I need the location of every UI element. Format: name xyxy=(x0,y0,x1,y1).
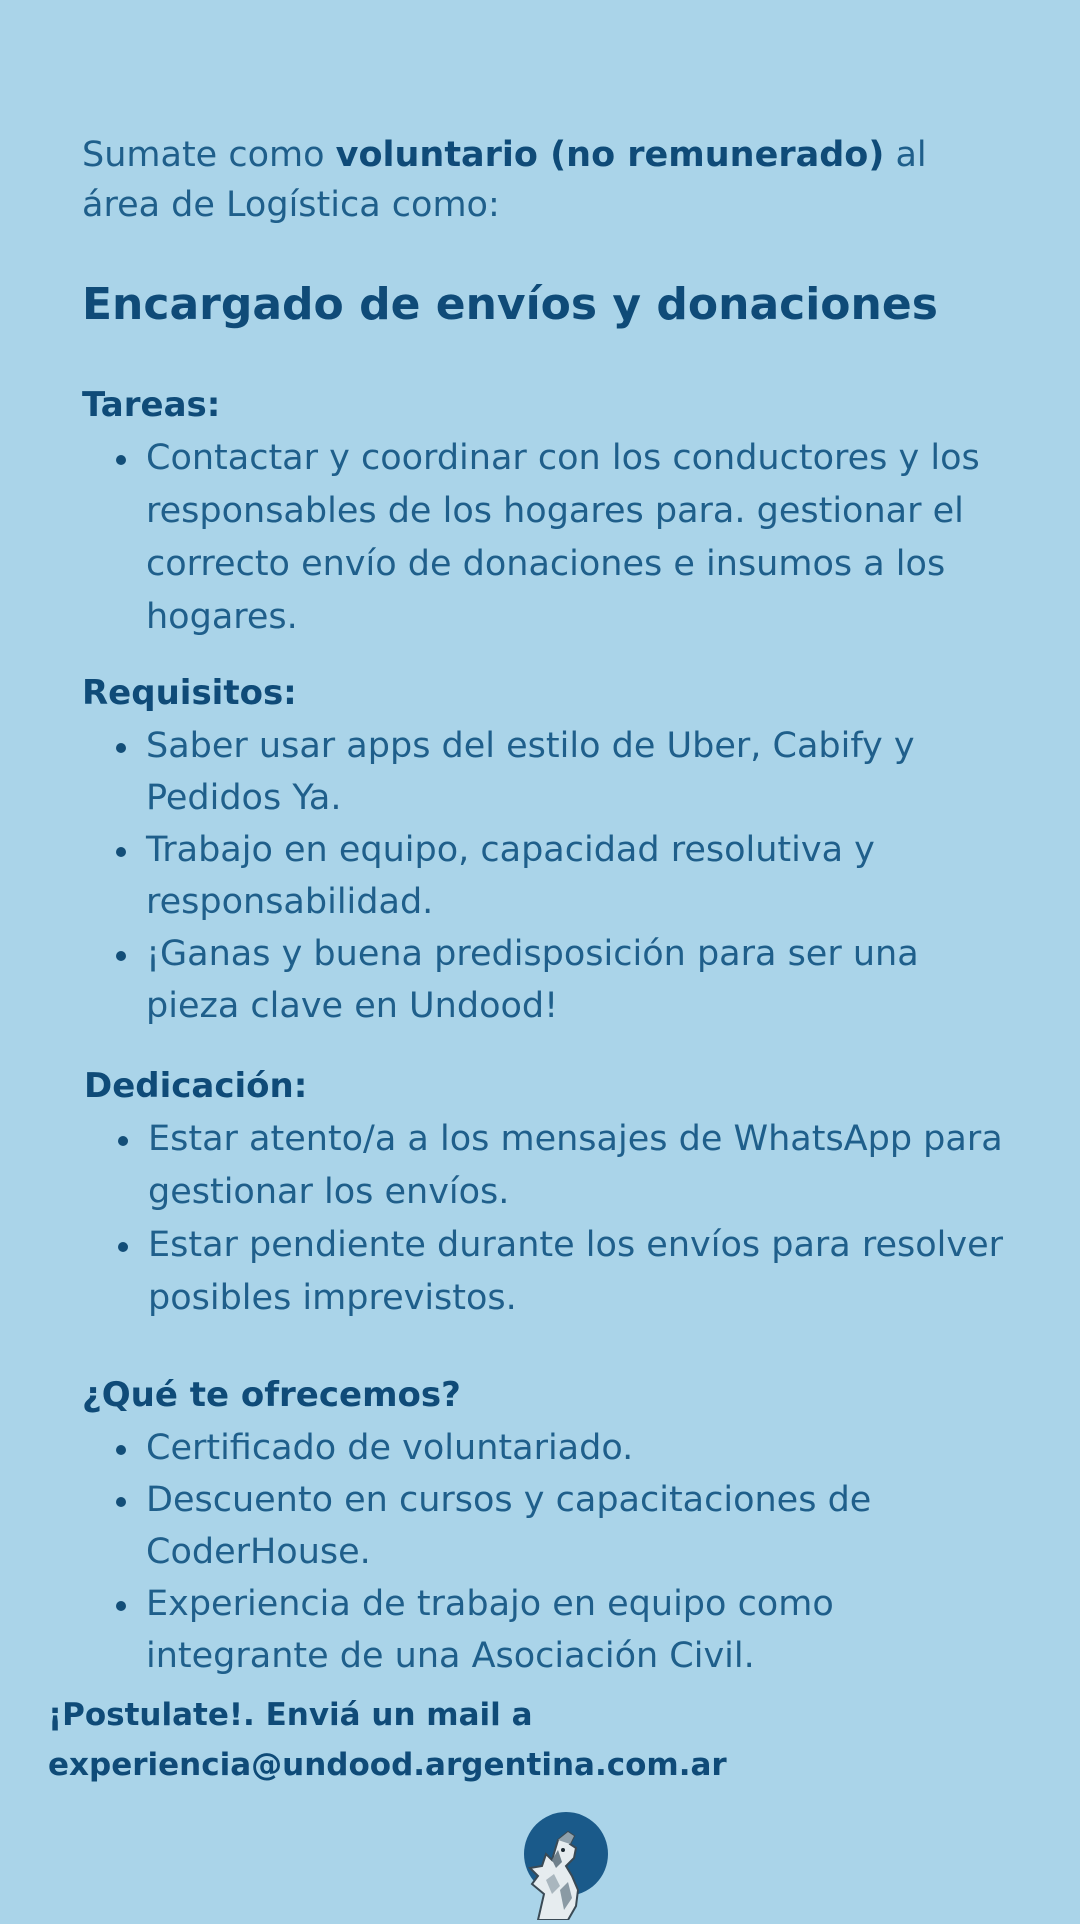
section-ofrecemos xyxy=(82,1372,1022,1682)
call-to-action xyxy=(48,1690,1048,1790)
section-heading-tareas: Tareas: xyxy=(82,385,221,425)
list-item: ¡Ganas y buena predisposición para ser una pieza clave en Undood! xyxy=(146,928,1022,1032)
ofrecemos-list xyxy=(82,1422,1022,1682)
page-title: Encargado de envíos y donaciones xyxy=(82,279,938,330)
list-item: Estar pendiente durante los envíos para resolver posibles imprevistos. xyxy=(148,1219,1024,1325)
section-dedicacion xyxy=(84,1063,1024,1325)
tareas-list xyxy=(82,432,1022,644)
list-item: Certificado de voluntariado. xyxy=(146,1422,1022,1474)
intro-bold: voluntario (no remunerado) xyxy=(335,135,885,175)
list-item: Saber usar apps del estilo de Uber, Cabify y Pedidos Ya. xyxy=(146,720,1022,824)
logo-svg xyxy=(508,1810,612,1920)
list-item: Contactar y coordinar con los conductores y los responsables de los hogares para. gestionar el correcto envío de donaciones e insumos a los hogares. xyxy=(146,432,1022,644)
cta-email-link[interactable]: experiencia@undood.argentina.com.ar xyxy=(48,1747,727,1783)
intro-text xyxy=(82,130,982,230)
requisitos-list xyxy=(82,720,1022,1032)
section-heading-requisitos: Requisitos: xyxy=(82,673,297,713)
list-item: Experiencia de trabajo en equipo como integrante de una Asociación Civil. xyxy=(146,1578,1022,1682)
list-item: Descuento en cursos y capacitaciones de CoderHouse. xyxy=(146,1474,1022,1578)
wolf-howling-icon xyxy=(508,1810,612,1920)
intro-prefix: Sumate como xyxy=(82,135,336,175)
dedicacion-list xyxy=(84,1113,1024,1325)
section-requisitos xyxy=(82,670,1022,1032)
list-item: Trabajo en equipo, capacidad resolutiva y responsabilidad. xyxy=(146,824,1022,928)
section-heading-dedicacion: Dedicación: xyxy=(84,1066,308,1106)
list-item: Estar atento/a a los mensajes de WhatsApp para gestionar los envíos. xyxy=(148,1113,1024,1219)
cta-text: ¡Postulate!. Enviá un mail a xyxy=(48,1697,533,1733)
section-tareas xyxy=(82,382,1022,644)
wolf-eye xyxy=(561,1848,565,1852)
section-heading-ofrecemos: ¿Qué te ofrecemos? xyxy=(82,1375,461,1415)
intro-suffix: al área de Logística como: xyxy=(82,135,927,225)
